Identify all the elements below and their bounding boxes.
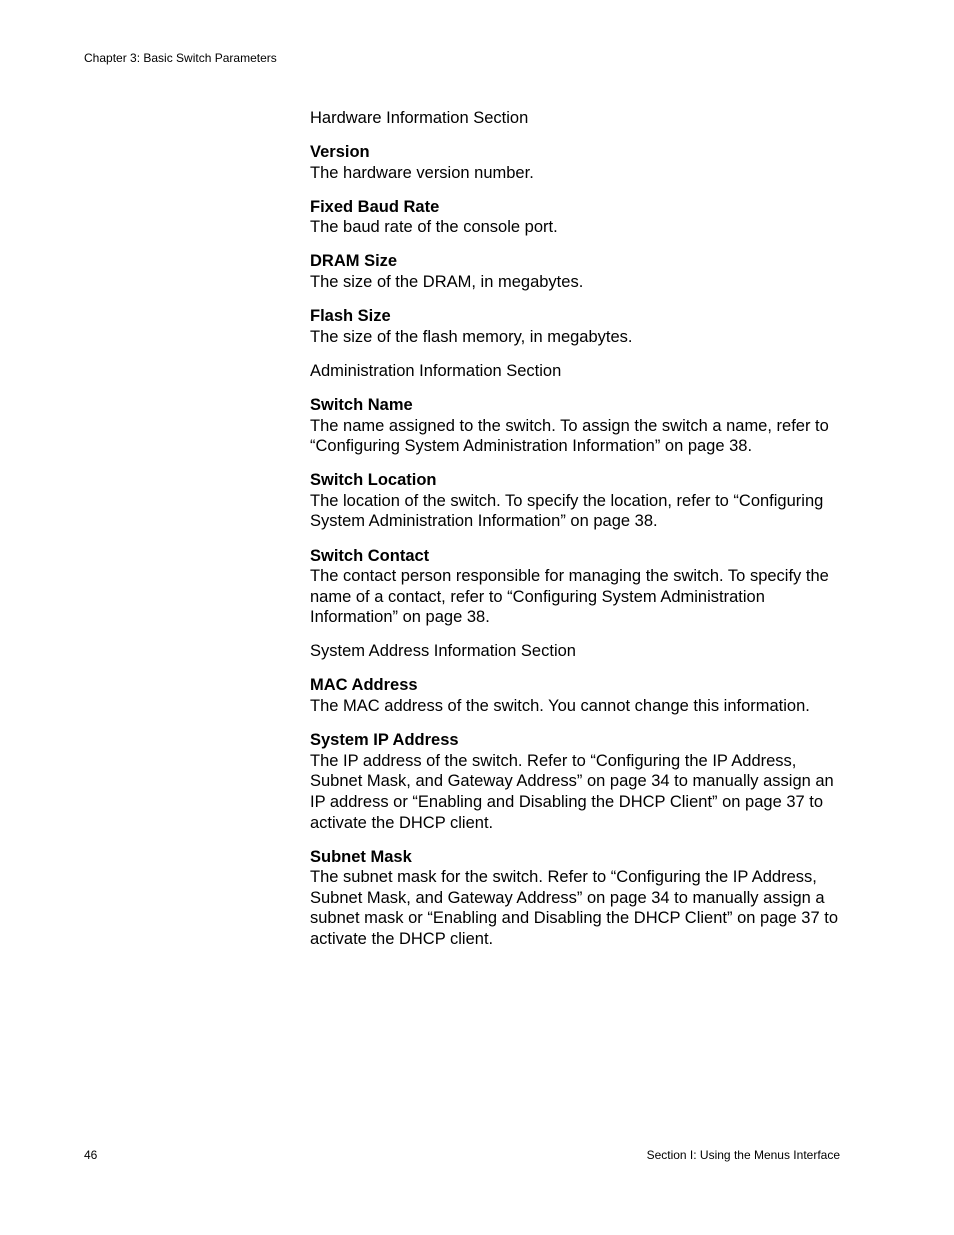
entry-term: Fixed Baud Rate xyxy=(310,197,440,216)
entry-term: Subnet Mask xyxy=(310,847,412,866)
entry-term: Flash Size xyxy=(310,307,391,326)
entry-description: The hardware version number. xyxy=(310,163,534,182)
entry-description: The baud rate of the console port. xyxy=(310,218,558,237)
page-number: 46 xyxy=(84,1148,98,1162)
entry-switch-name xyxy=(310,395,842,457)
entry-description: The contact person responsible for managing the switch. To specify the name of a contact, refer to “Configuring System Administration Information” on page 38. xyxy=(310,567,829,627)
entry-switch-location xyxy=(310,470,842,532)
entry-term: DRAM Size xyxy=(310,252,398,271)
entry-term: Version xyxy=(310,143,370,162)
entry-fixed-baud-rate xyxy=(310,197,842,238)
page-content xyxy=(310,108,842,963)
entry-system-ip-address xyxy=(310,730,842,833)
entry-description: The name assigned to the switch. To assign the switch a name, refer to “Configuring System Administration Information” on page 38. xyxy=(310,416,829,456)
entry-description: The location of the switch. To specify the location, refer to “Configuring System Administration Information” on page 38. xyxy=(310,491,824,531)
entry-term: Switch Contact xyxy=(310,546,430,565)
running-header: Chapter 3: Basic Switch Parameters xyxy=(84,51,277,65)
section-heading-system-address: System Address Information Section xyxy=(310,642,576,661)
entry-subnet-mask xyxy=(310,847,842,950)
section-heading-hardware: Hardware Information Section xyxy=(310,109,529,127)
entry-description: The IP address of the switch. Refer to “Configuring the IP Address, Subnet Mask, and Gateway Address” on page 34 to manually assign an IP address or “Enabling and Disabling the DHCP Client” on page 37 to activate the DHCP client. xyxy=(310,751,834,832)
entry-term: Switch Name xyxy=(310,395,413,414)
entry-description: The size of the flash memory, in megabytes. xyxy=(310,327,633,346)
section-heading-administration: Administration Information Section xyxy=(310,361,562,380)
entry-flash-size xyxy=(310,306,842,347)
entry-term: System IP Address xyxy=(310,731,459,750)
entry-term: MAC Address xyxy=(310,676,418,695)
footer-section-title: Section I: Using the Menus Interface xyxy=(646,1148,840,1162)
entry-description: The MAC address of the switch. You cannot change this information. xyxy=(310,697,810,716)
entry-switch-contact xyxy=(310,546,842,628)
entry-version xyxy=(310,142,842,183)
entry-dram-size xyxy=(310,251,842,292)
entry-term: Switch Location xyxy=(310,471,437,490)
entry-description: The subnet mask for the switch. Refer to “Configuring the IP Address, Subnet Mask, and Gateway Address” on page 34 to manually assign a subnet mask or “Enabling and Disabling the DHCP Client” on page 37 to activate the DHCP client. xyxy=(310,868,838,948)
entry-mac-address xyxy=(310,675,842,716)
entry-description: The size of the DRAM, in megabytes. xyxy=(310,273,584,292)
